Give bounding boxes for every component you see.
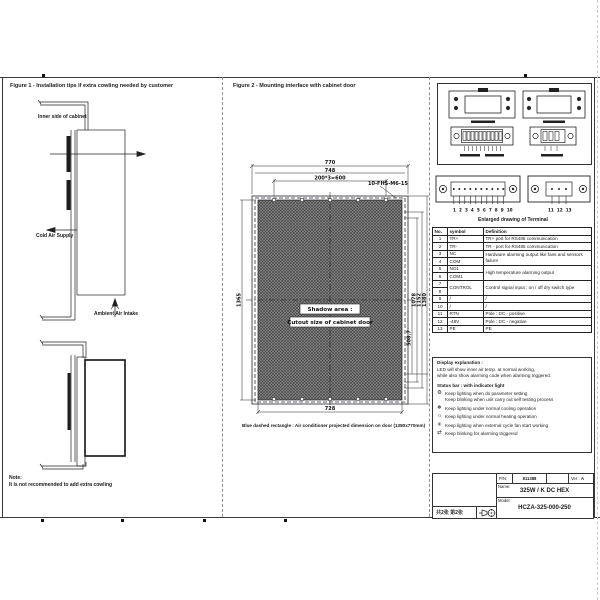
- status-bar-note: Status bar : with indicator light: [437, 382, 505, 388]
- table-row: 2 TR- TR - port for RS485 communication: [433, 243, 592, 251]
- figure2-title: Figure 2 - Mounting interface with cabinet door: [233, 83, 356, 89]
- sheet-border-left: [2, 77, 3, 517]
- terminal-connector-left: [436, 176, 520, 204]
- explanation-text: Keep lighting under normal heating operation: [445, 414, 537, 420]
- dim-pitch: 200*3=600: [314, 175, 346, 182]
- pin-numbers-right: 11 12 13: [548, 207, 572, 213]
- col-definition: Definition: [484, 228, 592, 236]
- table-row: 13 PE PE: [433, 325, 592, 333]
- heating-icon: ☼: [437, 413, 443, 420]
- titleblock-divider: [433, 506, 496, 507]
- table-row: 8: [433, 288, 592, 296]
- sheet-border-right: [594, 77, 595, 517]
- table-row: 4 COM: [433, 258, 592, 266]
- dim-left-height: 1365: [236, 293, 243, 307]
- explanation-text: Keep lighting when do parameter setting: [445, 391, 528, 397]
- dim-1078: 1078: [411, 293, 418, 307]
- controller-left: [449, 88, 515, 123]
- gasket-bar: [68, 373, 71, 430]
- display-explanation-desc1: LED will show inner air temp. at normal working,: [437, 366, 536, 372]
- enlarged-terminal-drawing: [434, 172, 592, 216]
- name-label: Name:: [498, 484, 511, 489]
- terminal-strip-left: [451, 127, 513, 157]
- display-explanation-box: [432, 357, 592, 453]
- table-row: 11 RTN Pole : DC - positive: [433, 310, 592, 318]
- titleblock-divider: [496, 474, 497, 518]
- centering-tick: [203, 519, 206, 522]
- title-block: [432, 473, 594, 519]
- figure1-note-text: It is not recommended to add extra cowling: [9, 482, 113, 488]
- wrench-icon: ⚙: [437, 390, 442, 397]
- cold-air-arrow: [47, 228, 77, 233]
- model-value: HCZA-325-000-250: [518, 505, 571, 511]
- cooling-icon: ❅: [437, 404, 442, 411]
- ac-unit-side: [67, 136, 71, 210]
- explanation-text: Keep lighting under normal cooling operation: [445, 405, 537, 411]
- figure1-note-title: Note:: [9, 475, 22, 481]
- dim-1380: 1380: [421, 293, 428, 307]
- sheet-border-top: [0, 77, 600, 78]
- table-row: 7 CONTROL Control signal input : on / off dry switch type: [433, 280, 592, 288]
- fan-icon: ✳: [437, 421, 442, 428]
- table-row: 5 NO1 High temperature alarming output: [433, 265, 592, 273]
- titleblock-divider: [476, 506, 477, 518]
- control-panel-drawing: [438, 84, 591, 164]
- centering-tick: [524, 74, 527, 77]
- door-panel-bottom-view: [71, 355, 85, 466]
- controller-right: [523, 88, 585, 123]
- display-explanation-title: Display explanation :: [437, 360, 483, 365]
- explanation-text: Keep lighting when external cycle fan start working: [445, 422, 549, 428]
- ver-label: Ver :: [571, 476, 580, 481]
- explanation-item: [437, 431, 591, 437]
- titleblock-divider: [568, 474, 569, 483]
- table-row: 1 TR+ TR+ port for RS485 communication: [433, 235, 592, 243]
- figure1-drawing: [4, 90, 216, 482]
- terminal-strip-right: [530, 127, 576, 157]
- inner-side-label: Inner side of cabinet: [38, 114, 87, 120]
- hot-air-arrow: [50, 152, 145, 157]
- table-row: 6 COM1: [433, 273, 592, 281]
- cowling-duct-bottom-view: [40, 340, 86, 469]
- cold-air-label: Cold Air Supply: [36, 233, 74, 239]
- table-row: 9 / /: [433, 295, 592, 303]
- pin-numbers-left: 1 2 3 4 5 6 7 8 9 10: [453, 207, 513, 213]
- explanation-text: Keep blinking when unit carry out self testing process: [445, 397, 554, 403]
- projection-symbol-icon: [478, 508, 496, 518]
- dim-508: 508.7: [406, 330, 413, 346]
- sheet-count: 共2张 第2张: [436, 510, 463, 516]
- table-row: 3 NC Hardware alarming output like fans and sensors failure: [433, 250, 592, 258]
- explanation-text: Keep blinking for alarming triggered: [445, 431, 518, 437]
- explanation-item: [437, 391, 591, 403]
- enlarged-terminal-caption: Enlarged drawing of Terminal: [478, 217, 548, 223]
- centering-tick: [42, 74, 45, 77]
- alarm-icon: ⇄: [437, 430, 442, 437]
- dim-728: 728: [324, 406, 336, 412]
- dim-748: 748: [324, 168, 336, 174]
- ac-unit-bottom-view: [85, 360, 125, 456]
- titleblock-divider: [496, 483, 593, 484]
- col-no: No.: [433, 228, 448, 236]
- terminal-connector-right: [528, 176, 590, 204]
- col-symbol: symbol: [448, 228, 484, 236]
- shadow-label2: Cutout size of cabinet door: [287, 320, 373, 327]
- control-panel-box: [437, 83, 592, 165]
- pn-value: 811388: [522, 476, 537, 481]
- dim-770: 770: [324, 160, 336, 166]
- ver-value: A: [581, 476, 585, 481]
- figure1-title: Figure 1 - Installation tips if extra cowling needed by customer: [10, 83, 174, 89]
- shadow-label1: Shadow area :: [307, 307, 353, 314]
- titleblock-divider: [546, 474, 547, 483]
- model-label: Model:: [498, 498, 511, 503]
- table-header-row: [433, 228, 592, 236]
- table-row: 12 -48V Pole : DC - negative: [433, 318, 592, 326]
- name-value: 325W / K DC HEX: [519, 488, 570, 494]
- cabinet-outline: [40, 130, 125, 320]
- dim-1152: 1152: [416, 293, 423, 307]
- figure2-drawing: [228, 152, 432, 422]
- figure2-note: Blue dashed rectangle : Air conditioner projected dimension on door (1380x770mm): [242, 423, 426, 428]
- table-row: 10 / /: [433, 303, 592, 311]
- pn-label: P/N:: [499, 476, 508, 481]
- screw-callout: 10-FHS-M6-15: [368, 181, 408, 187]
- page-edge-mark: [597, 0, 598, 600]
- centering-tick: [41, 519, 44, 522]
- display-explanation-desc2: while also show alarming code when alarming triggered.: [437, 372, 552, 378]
- centering-tick: [121, 519, 124, 522]
- column-divider-1: [222, 77, 223, 517]
- terminal-table: [432, 227, 592, 333]
- explanation-item: [437, 414, 591, 420]
- ambient-air-label: Ambient Air Intake: [94, 311, 138, 317]
- explanation-item: [437, 406, 591, 412]
- centering-tick: [284, 519, 287, 522]
- explanation-item: [437, 423, 591, 429]
